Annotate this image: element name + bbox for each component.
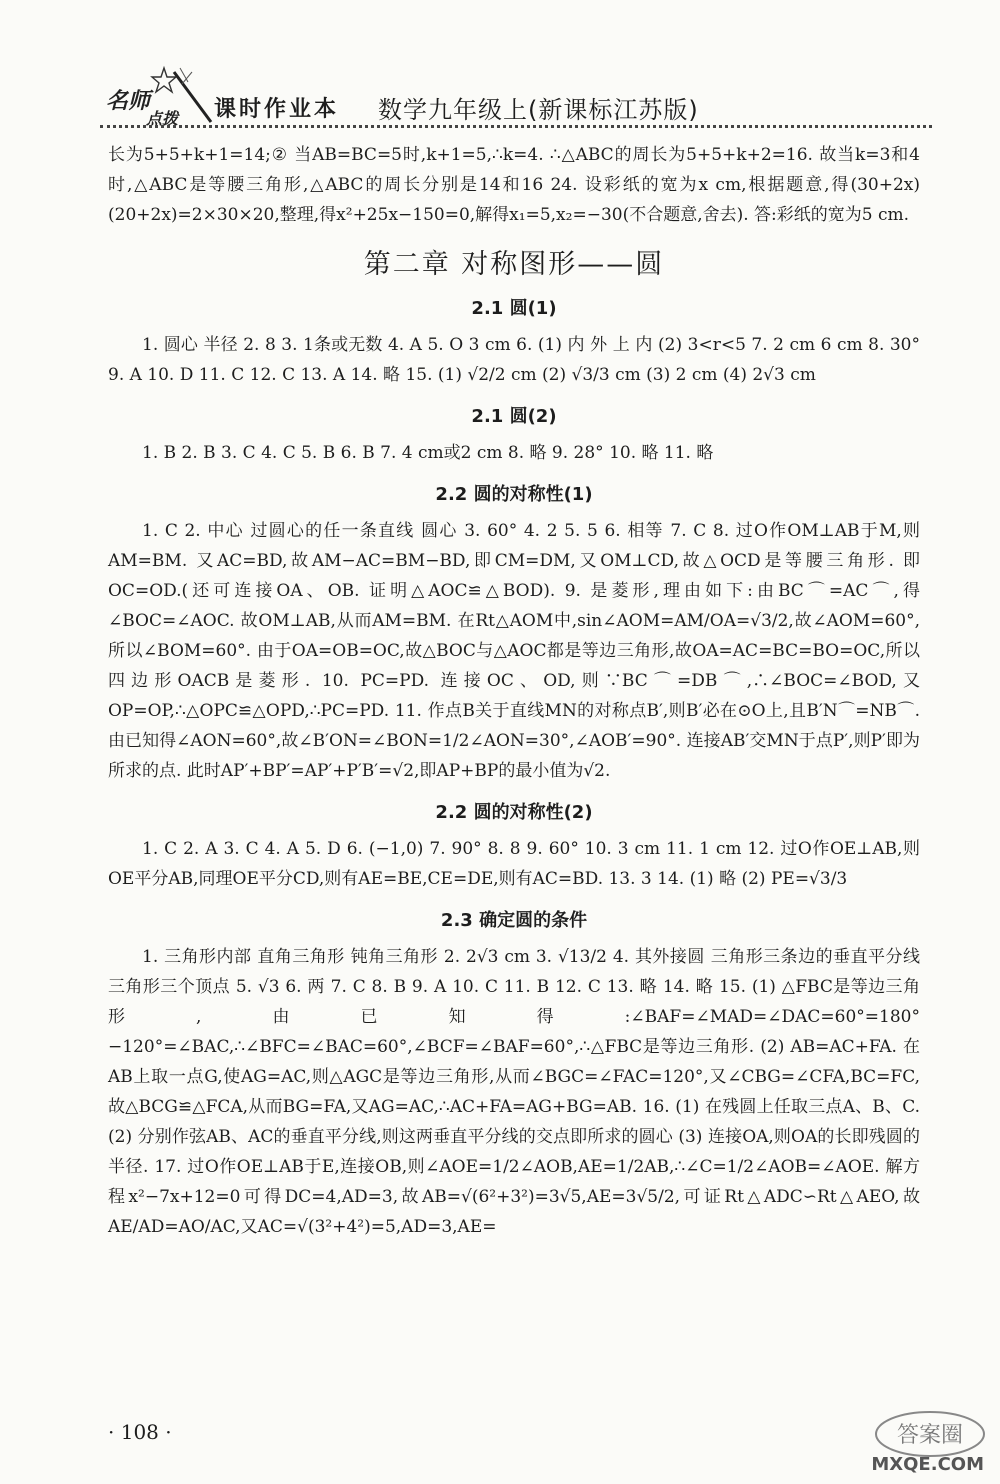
section-answers: 1. C 2. A 3. C 4. A 5. D 6. (−1,0) 7. 90° 8. 8 9. 60° 10. 3 cm 11. 1 cm 12. 过O作OE⊥AB,则OE平分AB,同理OE平分CD,则有AE=BE,CE=DE,则有AC=BD. 13. 3 14. (1) 略 (2) PE=√3/3 [108, 839, 920, 889]
page-header [96, 58, 936, 128]
chapter-title: 第二章 对称图形——圆 [363, 249, 665, 280]
section-title: 2.1 圆(2) [471, 406, 557, 427]
page-number: · 108 · [108, 1420, 172, 1444]
svg-text:答案圈: 答案圈 [896, 1423, 964, 1448]
section-title: 2.3 确定圆的条件 [440, 910, 588, 931]
logo-text-main: 名师 [106, 88, 151, 114]
section-answers: 1. C 2. 中心 过圆心的任一条直线 圆心 3. 60° 4. 2 5. 5 6. 相等 7. C 8. 过O作OM⊥AB于M,则AM=BM. 又AC=BD,故AM−AC=BM−BD,即CM=DM,又OM⊥CD,故△OCD是等腰三角形. 即OC=OD.(还可连接OA、OB. 证明△AOC≌△BOD). 9. 是菱形,理由如下:由BC⌒=AC⌒,得∠BOC=∠AOC. 故OM⊥AB,从而AM=BM. 在Rt△AOM中,sin∠AOM=AM/OA=√3/2,故∠AOM=60°,所以∠BOM=60°. 由于OA=OB=OC,故△BOC与△AOC都是等边三角形,故OA=AC=BC=BO=OC,所以四边形OACB是菱形. 10. PC=PD. 连接OC、OD,则∵BC⌒=DB⌒,∴∠BOC=∠BOD,又OP=OP,∴△OPC≌△OPD,∴PC=PD. 11. 作点B关于直线MN的对称点B′,则B′必在⊙O上,且B′N⌒=NB⌒. 由已知得∠AON=60°,故∠B′ON=∠BON=1/2∠AON=30°,∠AOB′=90°. 连接AB′交MN于点P′,则P′即为所求的点. 此时AP′+BP′=AP′+P′B′=√2,即AP+BP的最小值为√2. [108, 521, 920, 781]
section-title: 2.1 圆(1) [471, 298, 557, 319]
series-logo [96, 62, 216, 126]
series-title: 课时作业本 [214, 97, 340, 122]
answer-content [108, 140, 920, 1242]
book-subject: 数学九年级上(新课标江苏版) [378, 96, 699, 124]
logo-text-sub: 点拨 [146, 109, 179, 128]
section-answers: 1. 三角形内部 直角三角形 钝角三角形 2. 2√3 cm 3. √13/2 4. 其外接圆 三角形三条边的垂直平分线 三角形三个顶点 5. √3 6. 两 7. C 8. B 9. A 10. C 11. B 12. C 13. 略 14. 略 15. (1) △FBC是等边三角形,由已知得:∠BAF=∠MAD=∠DAC=60°=180°−120°=∠BAC,∴∠BFC=∠BAC=60°,∠BCF=∠BAF=60°,∴△FBC是等边三角形. (2) AB=AC+FA. 在AB上取一点G,使AG=AC,则△AGC是等边三角形,从而∠BGC=∠FAC=120°,又∠CBG=∠CFA,BC=FC,故△BCG≌△FCA,从而BG=FA,又AG=AC,∴AC+FA=AG+BG=AB. 16. (1) 在残圆上任取三点A、B、C. (2) 分别作弦AB、AC的垂直平分线,则这两垂直平分线的交点即所求的圆心 (3) 连接OA,则OA的长即残圆的半径. 17. 过O作OE⊥AB于E,连接OB,则∠AOE=1/2∠AOB,AE=1/2AB,∴∠C=1/2∠AOB=∠AOE. 解方程x²−7x+12=0可得DC=4,AD=3,故AB=√(6²+3²)=3√5,AE=3√5/2,可证Rt△ADC∽Rt△AEO,故AE/AD=AO/AC,又AC=√(3²+4²)=5,AD=3,AE= [108, 947, 920, 1237]
watermark-url: MXQE.COM [871, 1454, 984, 1475]
section-answers: 1. 圆心 半径 2. 8 3. 1条或无数 4. A 5. O 3 cm 6. (1) 内 外 上 内 (2) 3<r<5 7. 2 cm 6 cm 8. 30° 9. A 10. D 11. C 12. C 13. A 14. 略 15. (1) √2/2 cm (2) √3/3 cm (3) 2 cm (4) 2√3 cm [108, 335, 920, 385]
intro-paragraph: 长为5+5+k+1=14;② 当AB=BC=5时,k+1=5,∴k=4. ∴△ABC的周长为5+5+k+2=16. 故当k=3和4时,△ABC是等腰三角形,△ABC的周长分别是14和16 24. 设彩纸的宽为x cm,根据题意,得(30+2x)(20+2x)=2×30×20,整理,得x²+25x−150=0,解得x₁=5,x₂=−30(不合题意,舍去). 答:彩纸的宽为5 cm. [108, 145, 920, 225]
section-title: 2.2 圆的对称性(2) [435, 802, 593, 823]
section-title: 2.2 圆的对称性(1) [435, 484, 593, 505]
watermark [838, 1408, 988, 1480]
header-divider [100, 125, 932, 128]
section-answers: 1. B 2. B 3. C 4. C 5. B 6. B 7. 4 cm或2 cm 8. 略 9. 28° 10. 略 11. 略 [142, 443, 714, 463]
